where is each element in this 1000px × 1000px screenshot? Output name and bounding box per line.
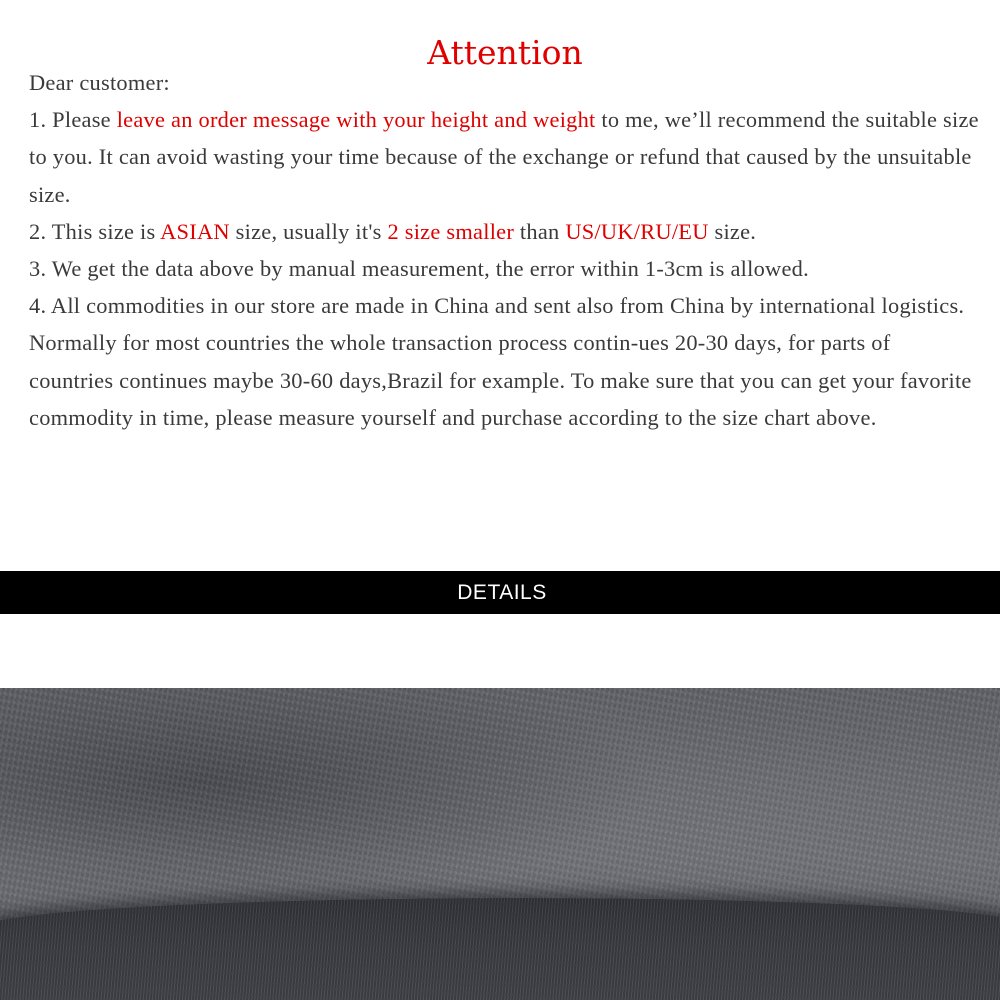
notice-item-2-asian: ASIAN (160, 218, 230, 244)
details-label: DETAILS (457, 580, 547, 604)
notice-item-2-suffix: size. (708, 218, 757, 244)
notice-body (29, 64, 979, 436)
notice-item-2-regions: US/UK/RU/EU (565, 218, 709, 244)
fabric-closeup-photo (0, 688, 1000, 1000)
greeting: Dear customer: (29, 70, 170, 95)
notice-item-1 (29, 101, 979, 213)
notice-item-3: 3. We get the data above by manual measurement, the error within 1-3cm is allowed. (29, 256, 809, 282)
notice-item-2 (29, 213, 979, 250)
attention-title: Attention (427, 33, 583, 72)
notice-item-2-middle-1: size, usually it's (229, 218, 388, 244)
notice-item-1-highlight: leave an order message with your height and weight (116, 107, 596, 133)
notice-item-2-prefix: 2. This size is (29, 218, 161, 244)
details-section-header (0, 571, 1000, 614)
fabric-fold-edge (0, 898, 1000, 1000)
notice-item-2-middle-2: than (514, 218, 566, 244)
notice-item-4: 4. All commodities in our store are made in China and sent also from China by international logistics. Normally for most countries the whole transaction process contin-ues 20-30 days, for parts of countries continues maybe 30-60 days,Brazil for example. To make sure that you can get your favorite commodity in time, please measure yourself and purchase according to the size chart above. (29, 293, 972, 430)
notice-item-1-prefix: 1. Please (29, 107, 117, 133)
notice-item-1-suffix: to me, we’ll recommend the suitable size to you. It can avoid wasting your time because of the exchange or refund that caused by the unsuitable size. (29, 107, 979, 207)
notice-item-2-size-smaller: 2 size smaller (387, 218, 515, 244)
